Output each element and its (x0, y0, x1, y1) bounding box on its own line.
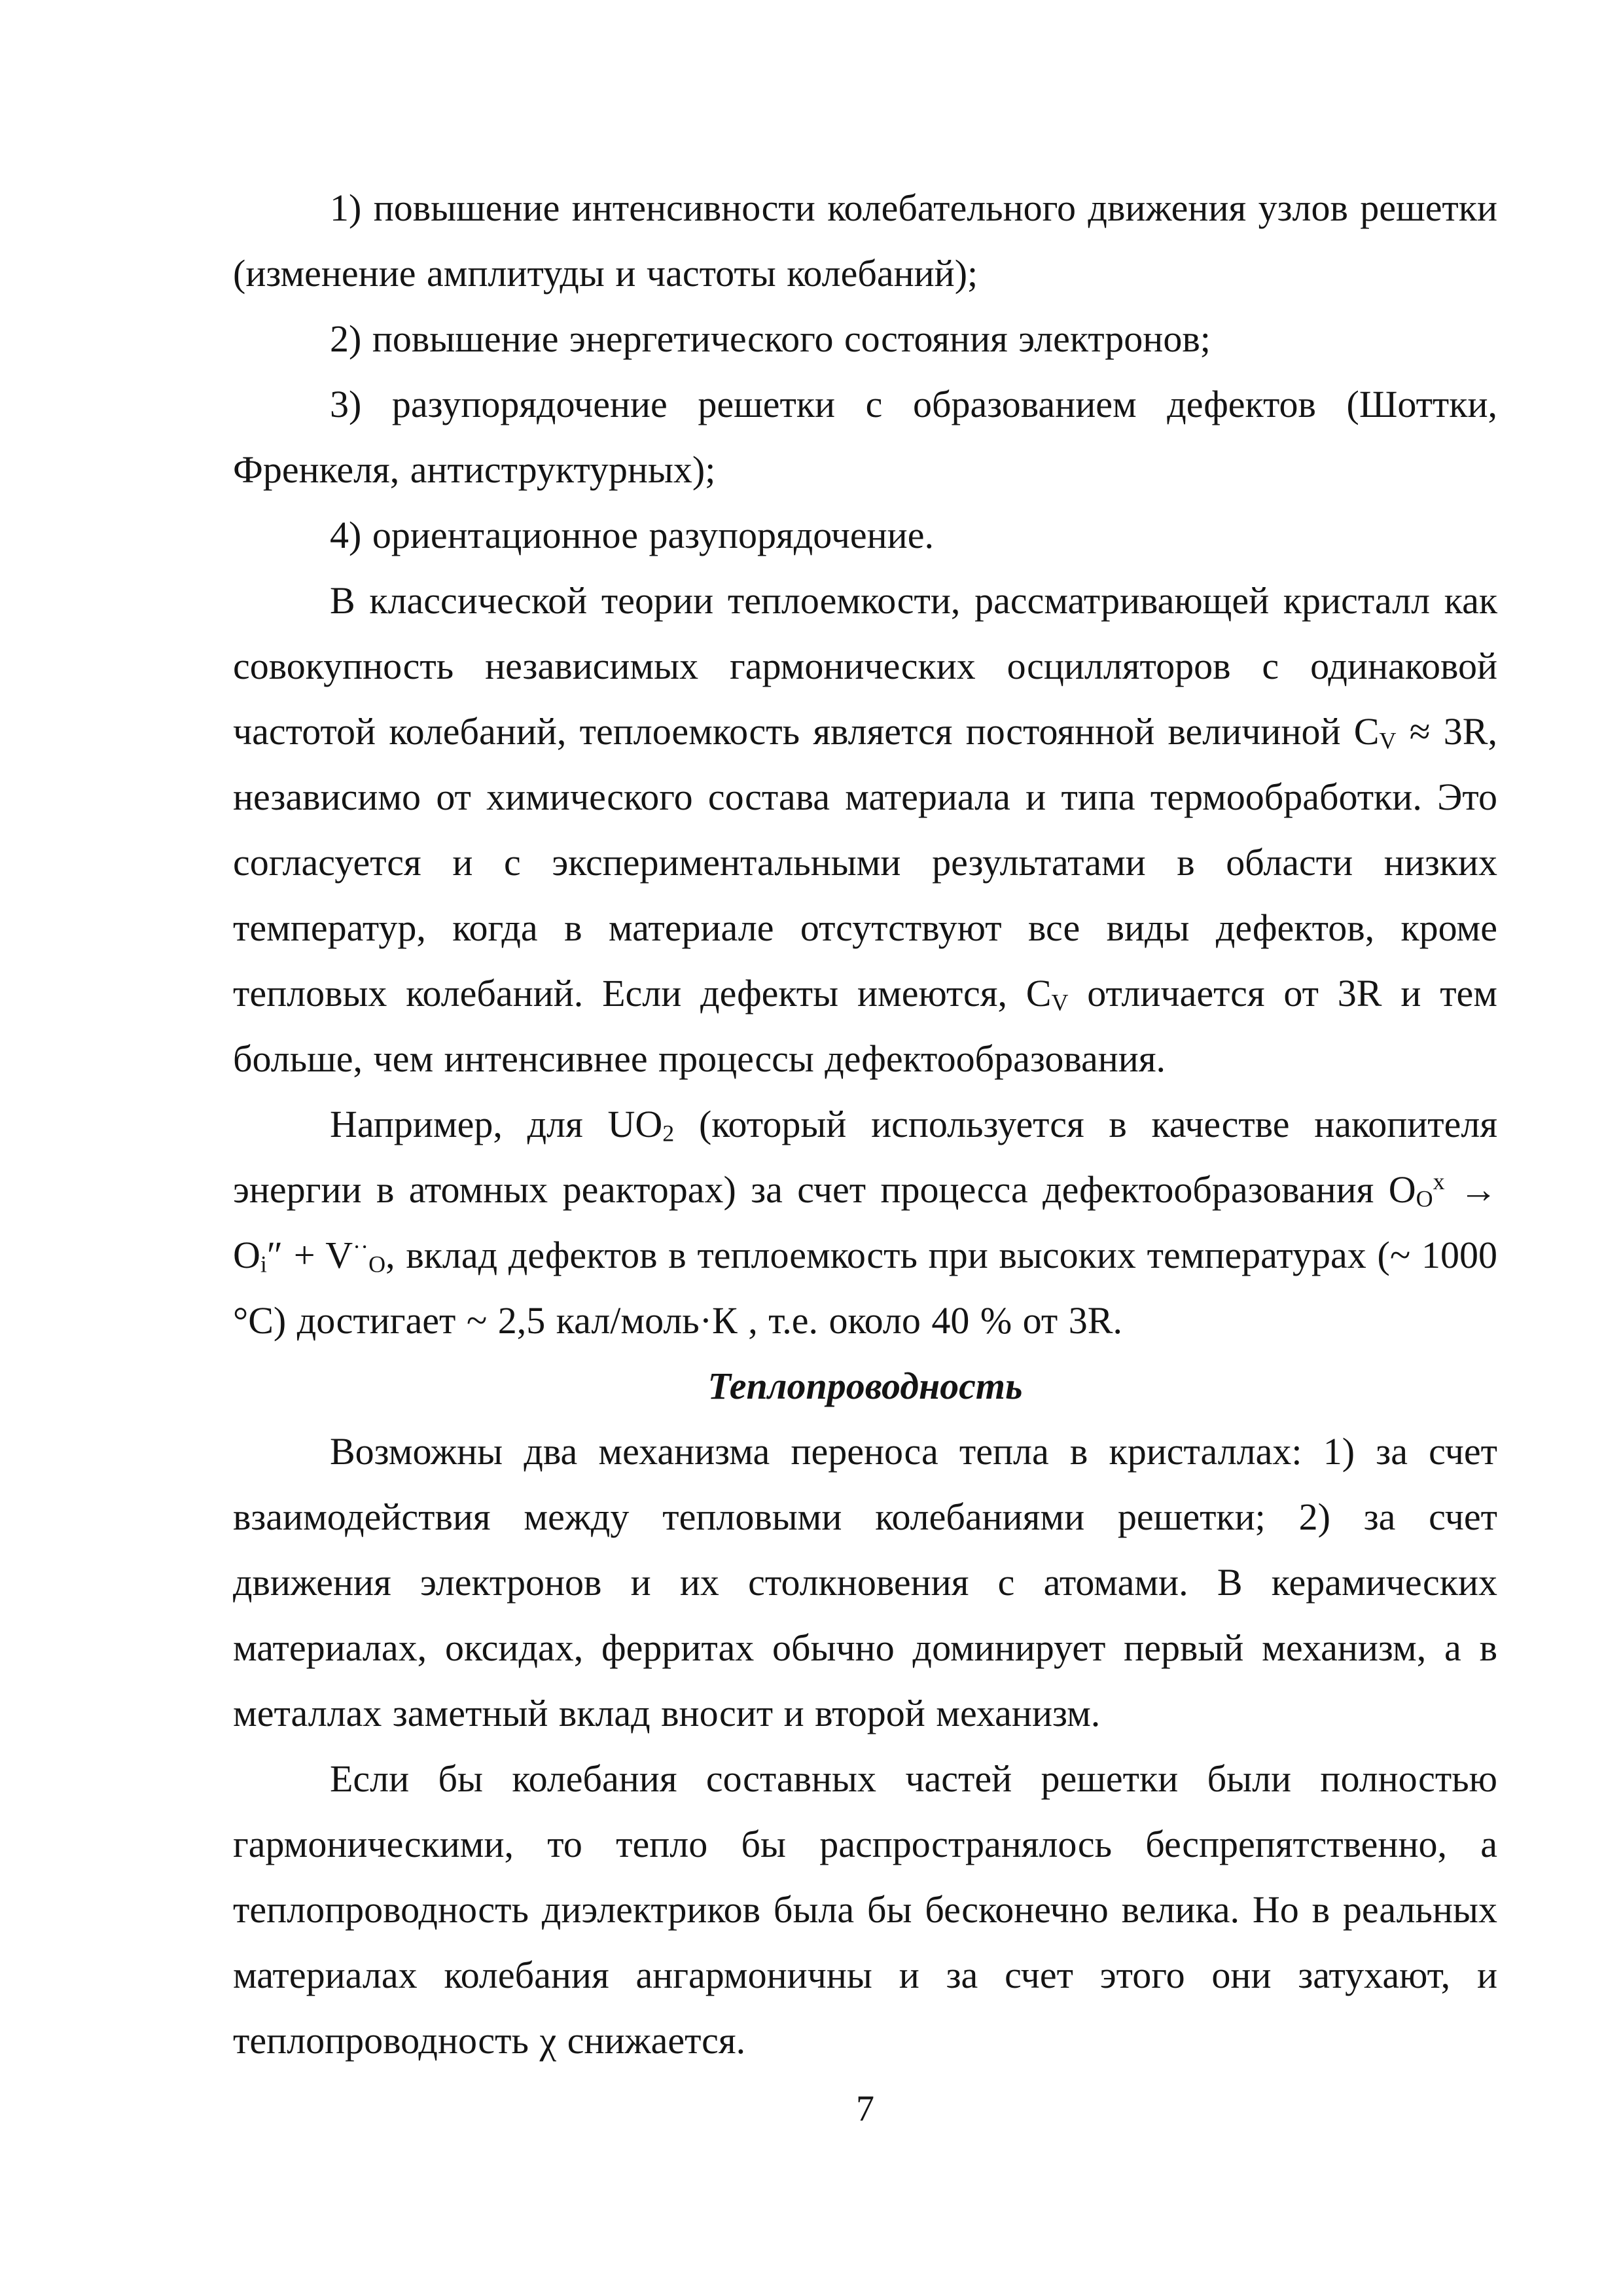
paragraph-anharmonic-vibrations: Если бы колебания составных частей решетки были полностью гармоническими, то тепло бы распространялось беспрепятственно, а теплопроводность диэлектриков была бы бесконечно велика. Но в реальных материалах колебания ангармоничны и за счет этого они затухают, и теплопроводность χ снижается. (233, 1757, 1497, 2062)
paragraph-heat-capacity-theory: В классической теории теплоемкости, рассматривающей кристалл как совокупность независимых гармонических осцилляторов с одинаковой частотой колебаний, теплоемкость является постоянной величиной $C_V \approx 3R$, независимо от химического состава материала и типа термообработки. Это согласуется и с экспериментальными результатами в области низких температур, когда в материале отсутствуют все виды дефектов, кроме тепловых колебаний. Если дефекты имеются, $C_V$ отличается от 3R и тем больше, чем интенсивнее процессы дефектообразования. (233, 579, 1497, 1080)
list-item-4: 4) ориентационное разупорядочение. (330, 514, 934, 556)
paragraph-uo2-example: Например, для $UO_2$ (который используется в качестве накопителя энергии в атомных реакторах) за счет процесса дефектообразования $O_O^x \to O_i'' + V^{\cdot\cdot}_O$, вклад дефектов в теплоемкость при высоких температурах (~ 1000 °С) достигает ~ 2,5 кал/моль·К , т.е. около 40 % от 3R. (233, 1103, 1497, 1342)
list-item-1: 1) повышение интенсивности колебательного движения узлов решетки (изменение амплитуды и частоты колебаний); (233, 187, 1497, 295)
list-item-3: 3) разупорядочение решетки с образованием дефектов (Шоттки, Френкеля, антиструктурных); (233, 383, 1497, 491)
section-heading: Теплопроводность (707, 1365, 1023, 1407)
page-number: 7 (856, 2089, 874, 2129)
paragraph-heat-transfer-mechanisms: Возможны два механизма переноса тепла в кристаллах: 1) за счет взаимодействия между тепловыми колебаниями решетки; 2) за счет движения электронов и их столкновения с атомами. В керамических материалах, оксидах, ферритах обычно доминирует первый механизм, а в металлах заметный вклад вносит и второй механизм. (233, 1430, 1497, 1734)
list-item-2: 2) повышение энергетического состояния электронов; (330, 317, 1211, 360)
